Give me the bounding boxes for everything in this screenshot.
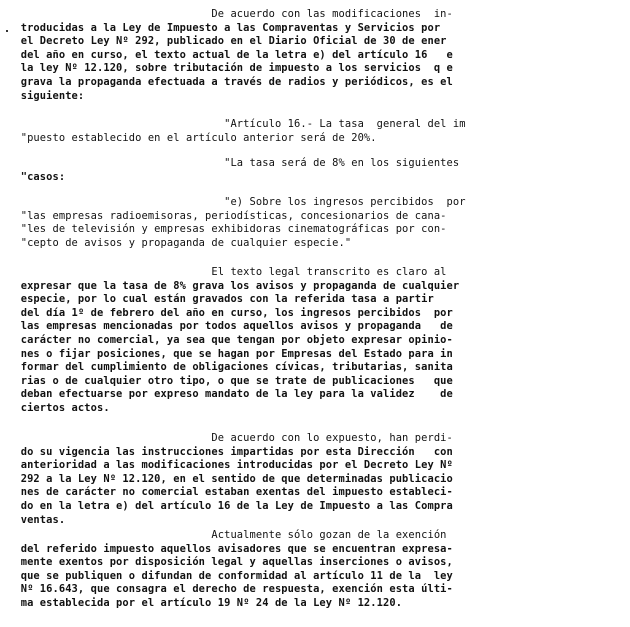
text-line: do su vigencia las instrucciones impartidas por esta Dirección con: [8, 445, 453, 458]
text-line: del día 1º de febrero del año en curso, los ingresos percibidos por: [8, 306, 453, 319]
text-line: nes de carácter no comercial estaban exentas del impuesto estableci-: [8, 486, 453, 499]
text-line: "les de televisión y empresas exhibidoras cinematográficas por con-: [8, 223, 447, 236]
text-line: ma establecida por el artículo 19 Nº 24 de la Ley Nº 12.120.: [8, 597, 403, 609]
text-line: la ley Nº 12.120, sobre tributación de impuesto a los servicios q e: [8, 62, 453, 75]
text-line: "La tasa será de 8% en los siguientes: [8, 157, 460, 169]
text-line: especie, por lo cual están gravados con la referida tasa a partir: [8, 293, 434, 306]
text-line: "e) Sobre los ingresos percibidos por: [8, 196, 466, 208]
text-line: el Decreto Ley Nº 292, publicado en el Diario Oficial de 30 de ener: [8, 35, 447, 48]
text-line: "las empresas radioemisoras, periodísticas, concesionarios de cana-: [8, 209, 447, 222]
text-line: siguiente:: [8, 89, 85, 102]
text-line: anterioridad a las modificaciones introducidas por el Decreto Ley Nº: [8, 459, 453, 472]
text-line: del año en curso, el texto actual de la letra e) del artículo 16 e: [8, 48, 453, 61]
text-line: deban efectuarse por expreso mandato de la ley para la validez de: [8, 388, 453, 401]
text-line: rias o de cualquier otro tipo, o que se trate de publicaciones que: [8, 374, 453, 387]
text-line: "casos:: [8, 170, 66, 183]
text-line: "cepto de avisos y propaganda de cualquier especie.": [8, 236, 352, 249]
text-line: carácter no comercial, ya sea que tengan por objeto expresar opinio-: [8, 334, 453, 346]
text-line: El texto legal transcrito es claro al: [8, 266, 447, 278]
text-line: "Artículo 16.- La tasa general del im: [8, 118, 466, 130]
text-line: las empresas mencionadas por todos aquellos avisos y propaganda de: [8, 320, 453, 333]
text-line: que se publiquen o difundan de conformidad al artículo 11 de la ley: [8, 569, 453, 582]
text-line: ventas.: [8, 513, 66, 526]
text-line: "puesto establecido en el artículo anterior será de 20%.: [8, 131, 377, 144]
text-line: formar del cumplimiento de obligaciones cívicas, tributarias, sanita: [8, 361, 453, 374]
text-line: do en la letra e) del artículo 16 de la Ley de Impuesto a las Compra: [8, 500, 453, 512]
text-line: De acuerdo con las modificaciones in-: [8, 8, 453, 20]
text-line: del referido impuesto aquellos avisadores que se encuentran expresa-: [8, 542, 453, 555]
text-line: ciertos actos.: [8, 402, 110, 414]
text-line: 292 a la Ley Nº 12.120, en el sentido de que determinadas publicacio: [8, 472, 453, 485]
text-line: grava la propaganda efectuada a través de radios y periódicos, es el: [8, 76, 453, 88]
text-line: expresar que la tasa de 8% grava los avisos y propaganda de cualquier: [8, 279, 460, 292]
text-line: nes o fijar posiciones, que se hagan por Empresas del Estado para in: [8, 347, 453, 360]
text-line: Actualmente sólo gozan de la exención: [8, 529, 447, 541]
text-line: De acuerdo con lo expuesto, han perdi-: [8, 432, 453, 444]
text-line: Nº 16.643, que consagra el derecho de respuesta, exención esta últi-: [8, 583, 453, 596]
text-line: mente exentos por disposición legal y aquellas inserciones o avisos,: [8, 556, 453, 569]
text-line: troducidas a la Ley de Impuesto a las Compraventas y Servicios por: [8, 21, 441, 34]
